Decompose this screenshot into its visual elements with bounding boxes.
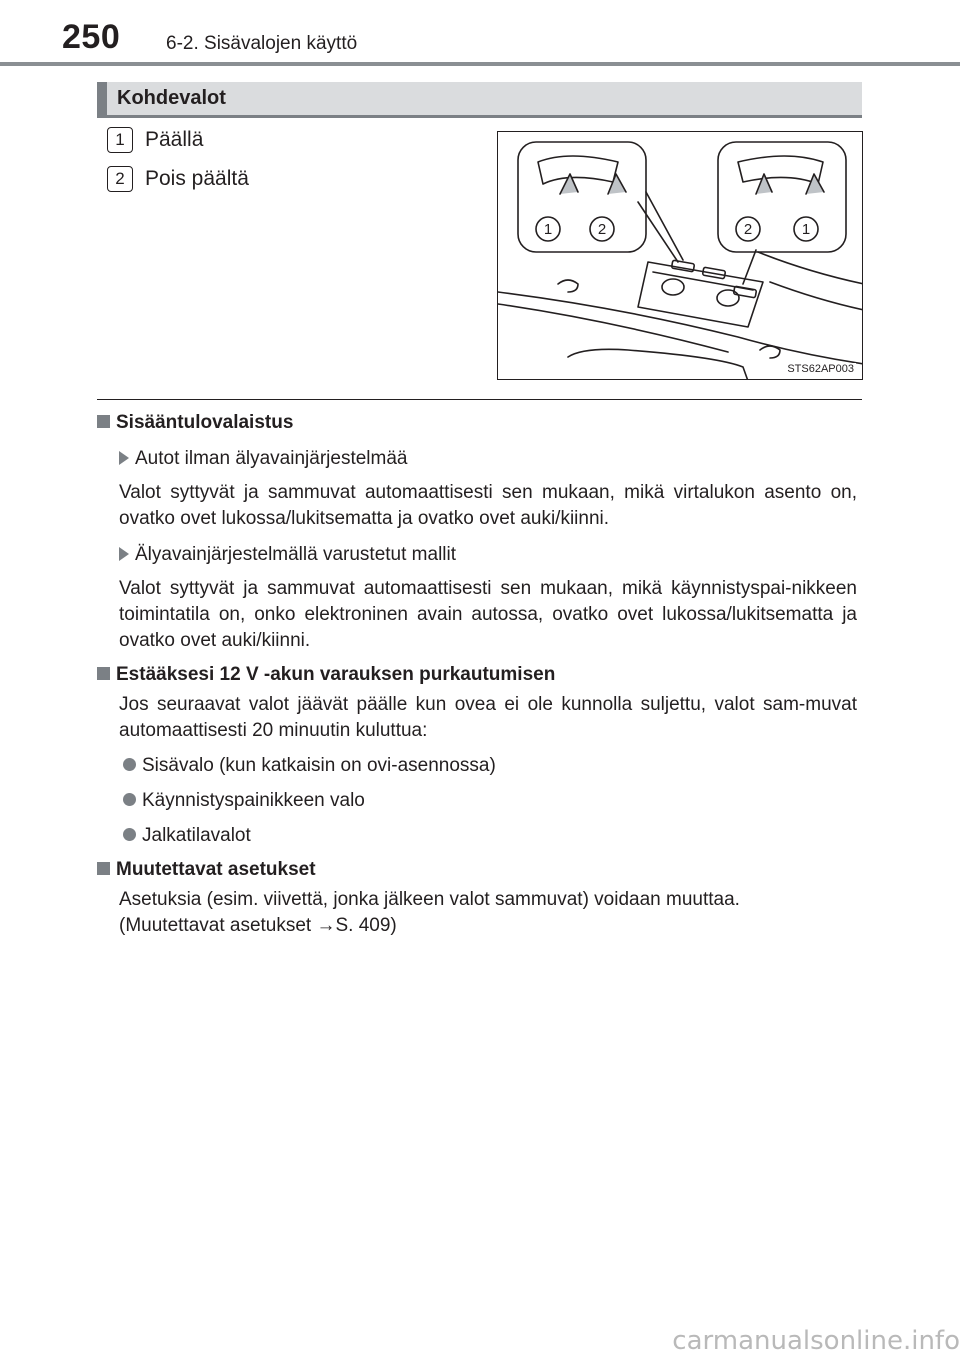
without-smart-key-text: Valot syttyvät ja sammuvat automaattisesti sen mukaan, mikä virtalukon asento on, ovatko ovet lukossa/lukitsematta ja ovatko ovet auki/kiinni. xyxy=(119,482,857,529)
divider xyxy=(97,399,862,400)
with-smart-key-text: Valot syttyvät ja sammuvat automaattisesti sen mukaan, mikä käynnistyspai-nikkeen toimintatila on, onko elektroninen avain autossa, ovatko ovet lukossa/lukitsematta ja ovatko ovet auki/kiinni. xyxy=(119,578,857,651)
battery-saver-heading: Estääksesi 12 V -akun varauksen purkautumisen xyxy=(97,662,857,688)
watermark: carmanualsonline.info xyxy=(672,1326,960,1356)
figure-id: STS62AP003 xyxy=(787,363,854,375)
with-smart-key-title: Älyavainjärjestelmällä varustetut mallit xyxy=(97,542,857,568)
list-item: Jalkatilavalot xyxy=(97,823,857,849)
legend-item-off xyxy=(107,166,249,192)
entry-lighting-heading: Sisääntulovalaistus xyxy=(97,410,857,436)
customization-reference[interactable]: (Muutettavat asetukset →S. 409) xyxy=(119,915,397,936)
section-bar xyxy=(97,82,862,118)
list-item: Sisävalo (kun katkaisin on ovi-asennossa) xyxy=(97,753,857,779)
customization-text: Asetuksia (esim. viivettä, jonka jälkeen valot sammuvat) voidaan muuttaa. xyxy=(119,889,740,910)
section-title: Kohdevalot xyxy=(117,87,226,109)
without-smart-key-title: Autot ilman älyavainjärjestelmää xyxy=(97,446,857,472)
customization-heading: Muutettavat asetukset xyxy=(97,857,857,883)
figure-callout: 2 xyxy=(597,221,607,238)
ceiling-console-drawing xyxy=(498,132,863,380)
square-bullet-icon xyxy=(97,415,110,428)
figure-callout: 2 xyxy=(743,221,753,238)
chapter-title: 6-2. Sisävalojen käyttö xyxy=(166,33,358,54)
list-item: Käynnistyspainikkeen valo xyxy=(97,788,857,814)
figure-callout: 1 xyxy=(543,221,553,238)
legend-label: Päällä xyxy=(145,128,204,151)
header-rule xyxy=(0,62,960,66)
circle-bullet-icon xyxy=(123,828,136,841)
personal-lights-illustration xyxy=(497,131,863,380)
circle-bullet-icon xyxy=(123,793,136,806)
circle-bullet-icon xyxy=(123,758,136,771)
triangle-bullet-icon xyxy=(119,451,129,465)
legend-number: 2 xyxy=(107,166,133,192)
legend-label: Pois päältä xyxy=(145,167,249,190)
figure-callout: 1 xyxy=(801,221,811,238)
battery-saver-text: Jos seuraavat valot jäävät päälle kun ovea ei ole kunnolla suljettu, valot sam-muvat automaattisesti 20 minuutin kuluttua: xyxy=(119,694,857,741)
square-bullet-icon xyxy=(97,667,110,680)
body-content xyxy=(97,408,857,939)
legend-number: 1 xyxy=(107,127,133,153)
square-bullet-icon xyxy=(97,862,110,875)
triangle-bullet-icon xyxy=(119,547,129,561)
legend-item-on xyxy=(107,127,203,153)
page-number: 250 xyxy=(62,18,121,56)
